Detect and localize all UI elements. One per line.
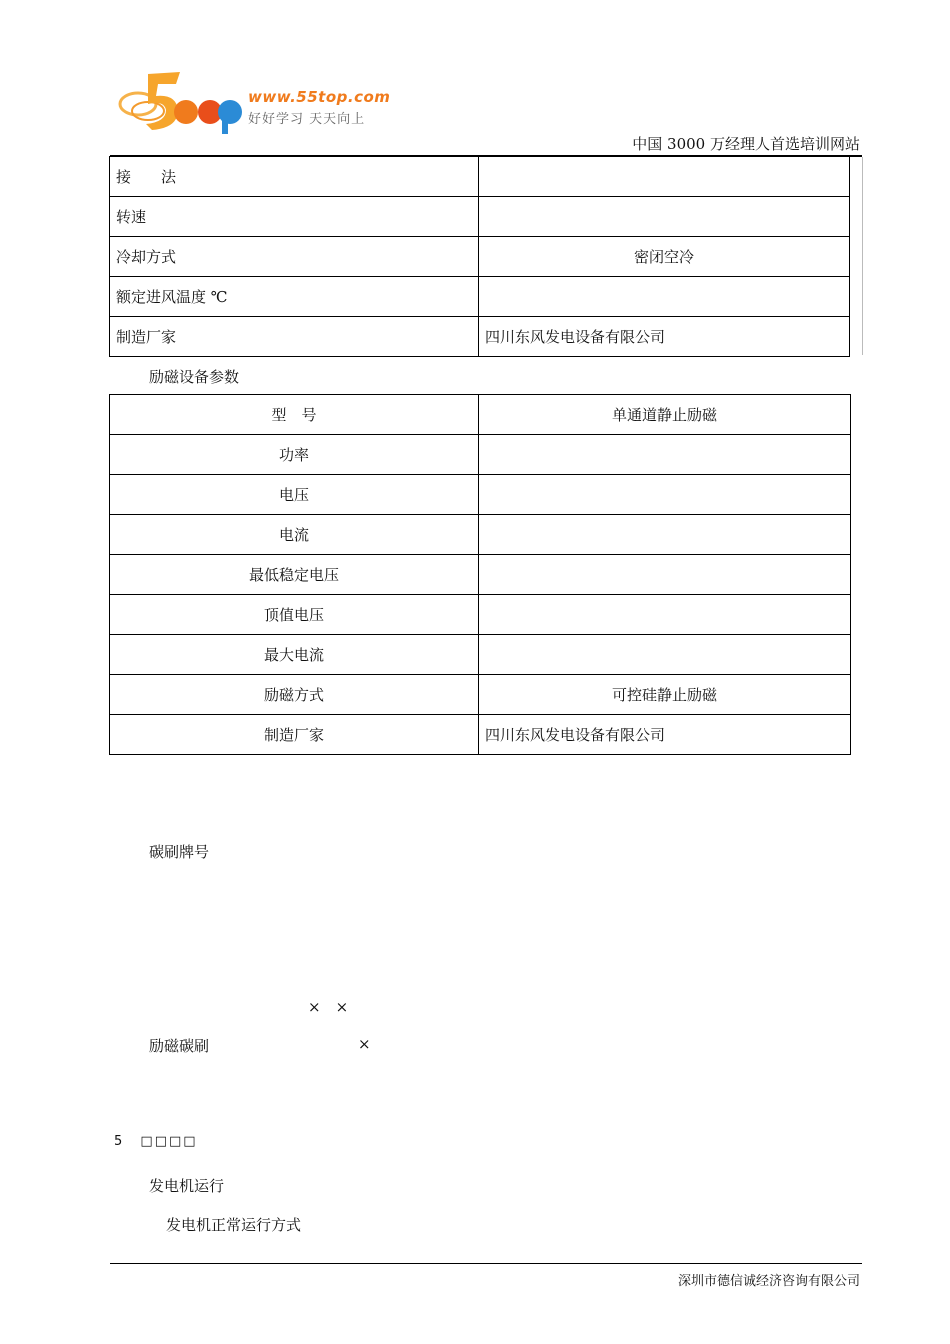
param-value: 四川东风发电设备有限公司 xyxy=(479,715,851,755)
param-value xyxy=(479,435,851,475)
table-row xyxy=(110,515,851,555)
param-name: 接 法 xyxy=(110,157,479,197)
table-header-row xyxy=(110,395,851,435)
excitation-brush-label: 励磁碳刷 xyxy=(149,1037,210,1055)
excitation-title: 励磁设备参数 xyxy=(149,368,240,386)
table-row xyxy=(110,317,850,357)
site-tagline: 中国 3000 万经理人首选培训网站 xyxy=(632,135,860,153)
footer-company: 深圳市德信诚经济咨询有限公司 xyxy=(677,1274,860,1289)
excitation-parameter-table xyxy=(109,394,851,755)
margin-rule xyxy=(862,157,863,355)
section-heading xyxy=(114,1134,198,1149)
param-value: 可控硅静止励磁 xyxy=(479,675,851,715)
table-row xyxy=(110,197,850,237)
param-name: 励磁方式 xyxy=(110,675,479,715)
param-value xyxy=(479,635,851,675)
param-name: 冷却方式 xyxy=(110,237,479,277)
header-cell: 型 号 xyxy=(110,395,479,435)
param-name: 最低稳定电压 xyxy=(110,555,479,595)
param-value xyxy=(479,157,850,197)
param-name: 最大电流 xyxy=(110,635,479,675)
param-value xyxy=(479,277,850,317)
table-row xyxy=(110,635,851,675)
excitation-brush-dimensions: × xyxy=(358,1035,371,1053)
section-title: □□□□ xyxy=(140,1134,198,1149)
table-row xyxy=(110,595,851,635)
param-name: 电流 xyxy=(110,515,479,555)
table-row xyxy=(110,277,850,317)
param-value xyxy=(479,555,851,595)
param-name: 转速 xyxy=(110,197,479,237)
logo-slogan: 好好学习 天天向上 xyxy=(248,112,366,127)
param-value xyxy=(479,197,850,237)
table-row xyxy=(110,555,851,595)
table-row xyxy=(110,157,850,197)
footer-rule xyxy=(110,1263,862,1264)
logo-url-text: www.55top.com xyxy=(248,88,391,106)
param-name: 制造厂家 xyxy=(110,715,479,755)
table-row xyxy=(110,435,851,475)
subsubsection-heading: 发电机正常运行方式 xyxy=(166,1216,302,1234)
param-value xyxy=(479,595,851,635)
param-value: 四川东风发电设备有限公司 xyxy=(479,317,850,357)
subsection-heading: 发电机运行 xyxy=(149,1177,225,1195)
header-cell: 单通道静止励磁 xyxy=(479,395,851,435)
param-value xyxy=(479,515,851,555)
table-row xyxy=(110,675,851,715)
table-row xyxy=(110,715,851,755)
param-name: 额定进风温度 ℃ xyxy=(110,277,479,317)
table-row xyxy=(110,237,850,277)
param-value xyxy=(479,475,851,515)
param-name: 功率 xyxy=(110,435,479,475)
table-row xyxy=(110,475,851,515)
param-value: 密闭空冷 xyxy=(479,237,850,277)
param-name: 制造厂家 xyxy=(110,317,479,357)
section-number: 5 xyxy=(114,1134,125,1149)
generator-parameter-table xyxy=(109,156,850,357)
param-name: 顶值电压 xyxy=(110,595,479,635)
brush-dimensions: × × xyxy=(308,998,349,1016)
param-name: 电压 xyxy=(110,475,479,515)
brush-label: 碳刷牌号 xyxy=(149,843,210,861)
